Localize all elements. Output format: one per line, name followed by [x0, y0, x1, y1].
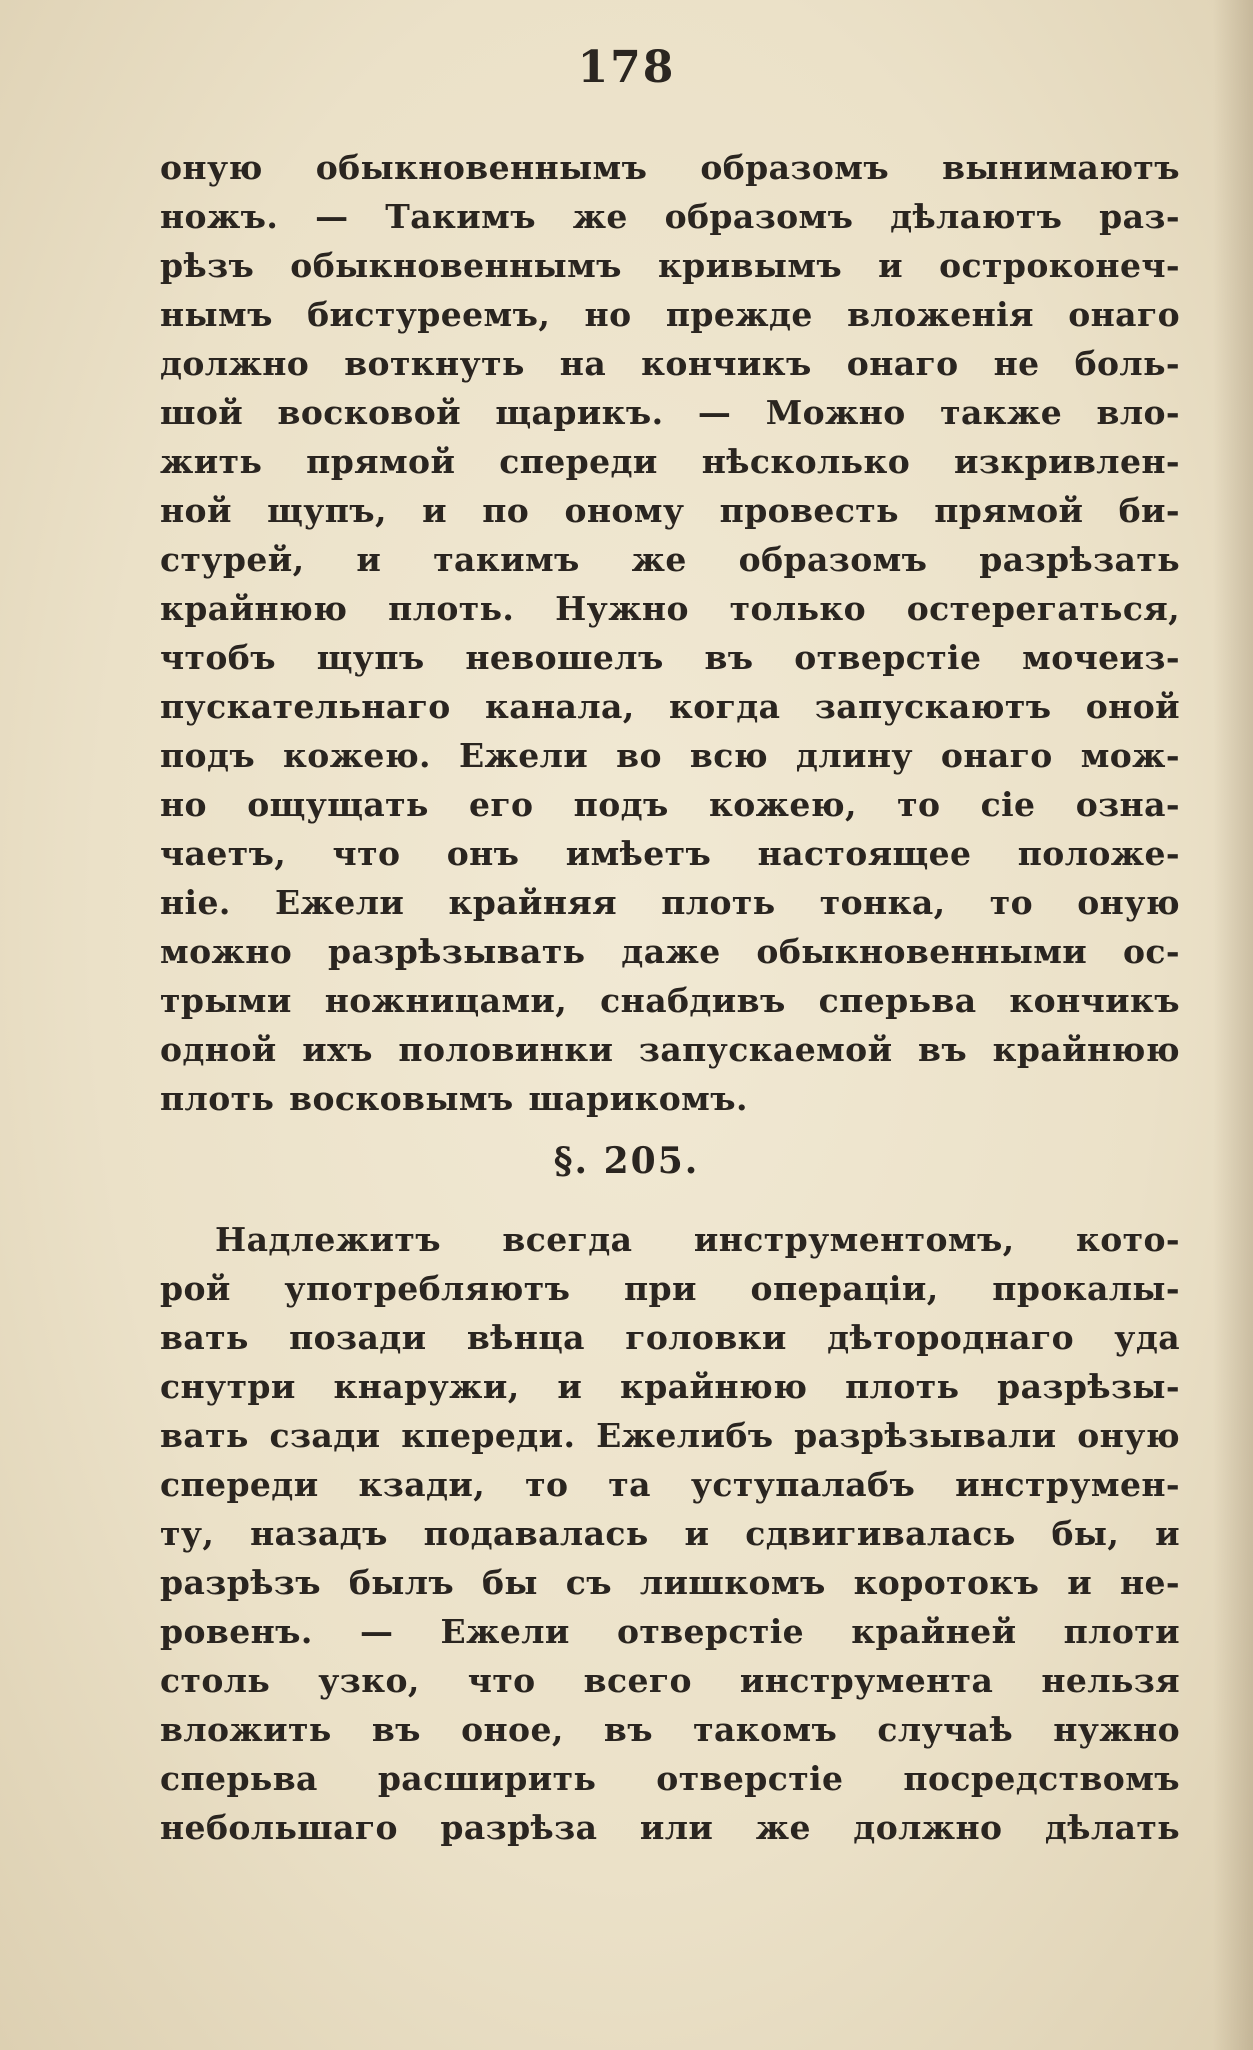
text-line: небольшаго разрѣза или же должно дѣлать: [160, 1808, 1180, 1847]
text-line: жить прямой спереди нѣсколько изкривлен-: [160, 442, 1180, 481]
text-line: спереди кзади, то та уступалабъ инструмен-: [160, 1465, 1180, 1504]
page-number: 178: [577, 42, 676, 93]
text-line: разрѣзъ былъ бы съ лишкомъ коротокъ и не-: [160, 1563, 1180, 1602]
text-line: ніе. Ежели крайняя плоть тонка, то оную: [160, 883, 1180, 922]
text-line: рой употребляютъ при операціи, прокалы-: [160, 1269, 1180, 1308]
text-line: вложить въ оное, въ такомъ случаѣ нужно: [160, 1710, 1180, 1749]
text-line: чтобъ щупъ невошелъ въ отверстіе мочеиз-: [160, 638, 1180, 677]
text-line: ной щупъ, и по оному провесть прямой би-: [160, 491, 1180, 530]
text-line: вать сзади кпереди. Ежелибъ разрѣзывали оную: [160, 1416, 1180, 1455]
text-line: чаетъ, что онъ имѣетъ настоящее положе-: [160, 834, 1180, 873]
paragraph-2: [160, 1215, 1180, 1852]
text-line: стурей, и такимъ же образомъ разрѣзать: [160, 540, 1180, 579]
text-line: но ощущать его подъ кожею, то сіе озна-: [160, 785, 1180, 824]
text-line: трыми ножницами, снабдивъ сперьва кончикъ: [160, 981, 1180, 1020]
text-line: подъ кожею. Ежели во всю длину онаго мож-: [160, 736, 1180, 775]
text-line: должно воткнуть на кончикъ онаго не боль-: [160, 344, 1180, 383]
text-line: можно разрѣзывать даже обыкновенными ос-: [160, 932, 1180, 971]
text-line: сперьва расширить отверстіе посредствомъ: [160, 1759, 1180, 1798]
text-line: ровенъ. — Ежели отверстіе крайней плоти: [160, 1612, 1180, 1651]
text-line: снутри кнаружи, и крайнюю плоть разрѣзы-: [160, 1367, 1180, 1406]
text-line: вать позади вѣнца головки дѣтороднаго уда: [160, 1318, 1180, 1357]
text-line: ту, назадъ подавалась и сдвигивалась бы, и: [160, 1514, 1180, 1553]
text-line: плоть восковымъ шарикомъ.: [160, 1079, 748, 1118]
text-line: рѣзъ обыкновеннымъ кривымъ и остроконеч-: [160, 246, 1180, 285]
text-line: крайнюю плоть. Нужно только остерегаться,: [160, 589, 1180, 628]
text-line: ножъ. — Такимъ же образомъ дѣлаютъ раз-: [160, 197, 1180, 236]
section-heading: §. 205.: [553, 1140, 700, 1182]
text-line: пускательнаго канала, когда запускаютъ оной: [160, 687, 1180, 726]
paragraph-1: [160, 143, 1180, 1123]
page-edge-shadow: [1213, 0, 1253, 2050]
text-line: нымъ бистуреемъ, но прежде вложенія онаго: [160, 295, 1180, 334]
text-line: столь узко, что всего инструмента нельзя: [160, 1661, 1180, 1700]
text-line: одной ихъ половинки запускаемой въ крайнюю: [160, 1030, 1180, 1069]
text-line: Надлежитъ всегда инструментомъ, кото-: [215, 1220, 1180, 1259]
text-line: шой восковой щарикъ. — Можно также вло-: [160, 393, 1180, 432]
text-line: оную обыкновеннымъ образомъ вынимаютъ: [160, 148, 1180, 187]
